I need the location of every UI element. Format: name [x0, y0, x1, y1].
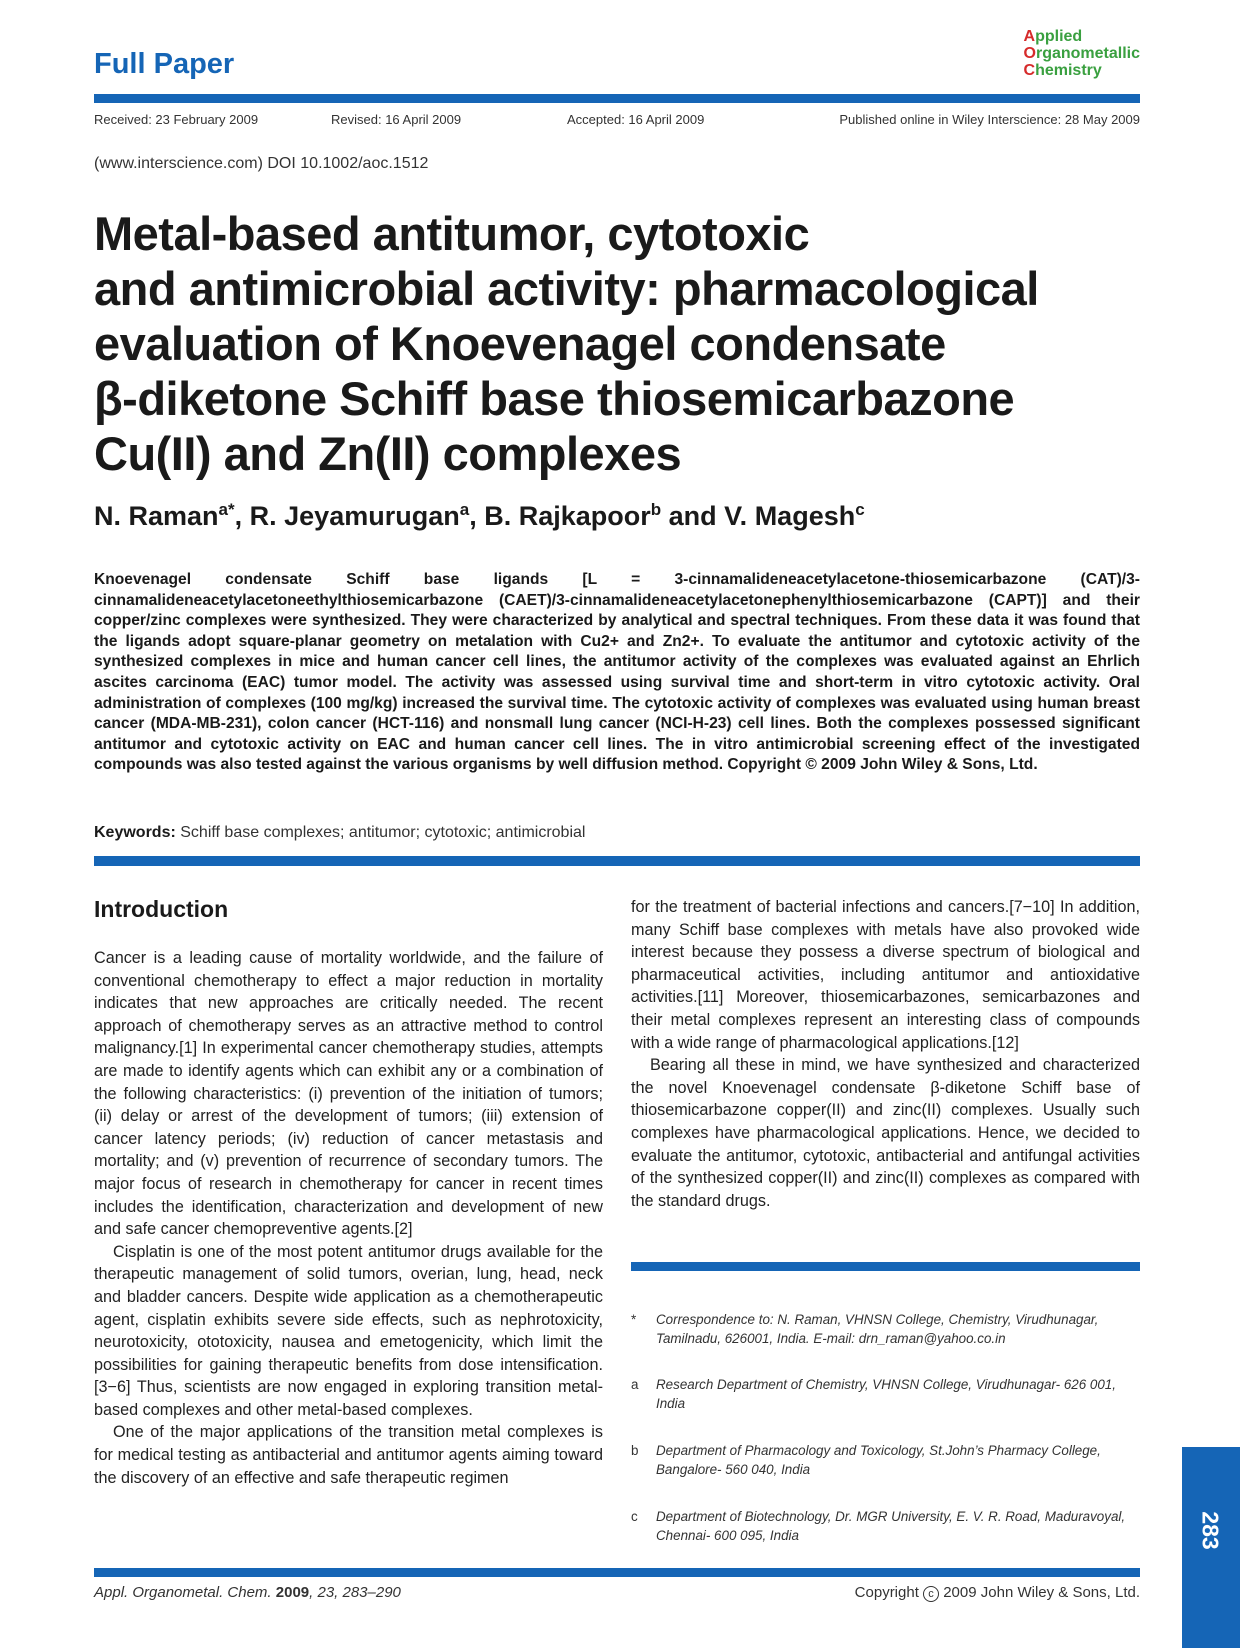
journal-logo-line-2: Organometallic	[1023, 45, 1140, 62]
doi-link[interactable]: (www.interscience.com) DOI 10.1002/aoc.1512	[94, 155, 429, 172]
author-name: V. Magesh	[724, 501, 856, 531]
keywords	[94, 824, 585, 842]
footnote-affiliation-b	[631, 1441, 1140, 1479]
section-label: Full Paper	[94, 48, 235, 80]
author-affiliation-mark: b	[650, 500, 662, 519]
footnote-rule	[631, 1262, 1140, 1271]
footer-rule	[94, 1568, 1140, 1577]
page-number: 283	[1197, 1511, 1224, 1550]
author-list: N. Raman$^{a*}$, R. Jeyamurugan$^a$, B. Rajkapoor$^b$ and V. Magesh$^c$	[94, 500, 865, 531]
title-line: and antimicrobial activity: pharmacological	[94, 262, 1039, 315]
body-paragraph: Cisplatin is one of the most potent antitumor drugs available for the therapeutic management of solid tumors, overian, lung, head, neck and bladder cancers. Despite wide application as a chemotherapeutic agent, cisplatin exhibits severe side effects, such as nephrotoxicity, neurotoxicity, ototoxicity, nausea and emetogenicity, which limit the possibilities for gaining therapeutic benefits from dose intensification.[3−6] Thus, scientists are now engaged in exploring transition metal-based complexes and other metal-based complexes.	[94, 1242, 603, 1419]
journal-logo-line-3: Chemistry	[1023, 62, 1102, 79]
footnote-mark: a	[631, 1377, 639, 1392]
body-paragraph: for the treatment of bacterial infections and cancers.[7−10] In addition, many Schiff base complexes with metals have also provoked wide interest because they possess a diverse spectrum of biological and pharmaceutical activities, including antitumor and antioxidative activities.[11] Moreover, thiosemicarbazones, semicarbazones and their metal complexes represent an interesting class of compounds with a wide range of pharmacological applications.[12]	[631, 898, 1140, 1052]
received-date: Received: 23 February 2009	[94, 112, 259, 127]
published-date: Published online in Wiley Interscience: 28 May 2009	[839, 112, 1140, 127]
author-affiliation-mark: a	[459, 500, 470, 519]
author-name: R. Jeyamurugan	[249, 501, 460, 531]
page-number-tab	[1182, 1447, 1240, 1648]
keywords-list: Schiff base complexes; antitumor; cytotoxic; antimicrobial	[180, 824, 586, 841]
author-name: B. Rajkapoor	[484, 501, 651, 531]
copyright-notice: Copyright c 2009 John Wiley & Sons, Ltd.	[854, 1584, 1140, 1601]
journal-citation: Appl. Organometal. Chem. 2009, 23, 283–290	[94, 1584, 401, 1601]
abstract: Knoevenagel condensate Schiff base ligands [L = 3-cinnamalideneacetylacetone-thiosemicarbazone (CAT)/3-cinnamalideneacetylacetoneethylthiosemicarbazone (CAET)/3-cinnamalideneacetylacetonephenylthiosemicarbazone (CAPT)] and their copper/zinc complexes were synthesized. They were characterized by analytical and spectral techniques. From these data it was found that the ligands adopt square-planar geometry on metalation with Cu2+ and Zn2+. To evaluate the antitumor and cytotoxic activity of the synthesized complexes in mice and human cancer cell lines, the antitumor activity of the complexes was evaluated against an Ehrlich ascites carcinoma (EAC) tumor model. The activity was assessed using survival time and short-term in vitro cytotoxic activity. Oral administration of complexes (100 mg/kg) increased the survival time. The cytotoxic activity of complexes was evaluated using human breast cancer (MDA-MB-231), colon cancer (HCT-116) and nonsmall lung cancer (NCI-H-23) cell lines. Both the complexes possessed significant antitumor and cytotoxic activity on EAC and human cancer cell lines. The in vitro antimicrobial screening effect of the investigated compounds was also tested against the various organisms by well diffusion method. Copyright © 2009 John Wiley & Sons, Ltd.	[94, 571, 1140, 774]
footnote-text: Research Department of Chemistry, VHNSN College, Virudhunagar- 626 001, India	[656, 1377, 1116, 1411]
footnote-mark: *	[631, 1312, 637, 1327]
title-line: Cu(II) and Zn(II) complexes	[94, 427, 682, 480]
title-line: Metal-based antitumor, cytotoxic	[94, 207, 810, 260]
author-affiliation-mark: c	[855, 500, 865, 519]
footnote-text: Correspondence to: N. Raman, VHNSN College, Chemistry, Virudhunagar, Tamilnadu, 626001, India. E-mail: drn_raman@yahoo.co.in	[656, 1312, 1099, 1346]
header-rule	[94, 94, 1140, 103]
right-column	[631, 896, 1140, 1212]
journal-logo	[1024, 28, 1140, 79]
title-line: β-diketone Schiff base thiosemicarbazone	[94, 372, 1015, 425]
left-column	[94, 947, 603, 1489]
journal-logo-line-1: Applied	[1023, 28, 1083, 45]
body-paragraph: Bearing all these in mind, we have synthesized and characterized the novel Knoevenagel condensate β-diketone Schiff base of thiosemicarbazone copper(II) and zinc(II) complexes. Usually such complexes have pharmacological applications. Hence, we decided to evaluate the antitumor, cytotoxic, antibacterial and antifungal activities of the synthesized copper(II) and zinc(II) complexes as compared with the standard drugs.	[631, 1056, 1140, 1210]
footnote-text: Department of Pharmacology and Toxicology, St.John’s Pharmacy College, Bangalore- 560 040, India	[656, 1443, 1101, 1477]
body-paragraph: Cancer is a leading cause of mortality worldwide, and the failure of conventional chemotherapy to effect a major reduction in mortality indicates that new approaches are critically needed. The recent approach of chemotherapy serves as an attractive method to control malignancy.[1] In experimental cancer chemotherapy studies, attempts are made to identify agents which can exhibit any or a combination of the following characteristics: (i) prevention of the initiation of tumors; (ii) delay or arrest of the development of tumors; (iii) extension of cancer latency periods; (iv) reduction of cancer metastasis and mortality; and (v) prevention of recurrence of secondary tumors. The major focus of research in chemotherapy for cancer in recent times includes the identification, characterization and development of new and safe cancer chemopreventive agents.[2]	[94, 949, 603, 1239]
article-title	[94, 206, 1140, 481]
body-paragraph: One of the major applications of the transition metal complexes is for medical testing as antibacterial and antitumor agents aiming toward the discovery of an effective and safe therapeutic regimen	[94, 1423, 603, 1487]
footnote-mark: b	[631, 1443, 639, 1458]
author-affiliation-mark: a*	[218, 500, 235, 519]
keywords-label: Keywords:	[94, 824, 176, 841]
footnote-correspondence	[631, 1310, 1140, 1348]
footnote-mark: c	[631, 1509, 638, 1524]
title-line: evaluation of Knoevenagel condensate	[94, 317, 946, 370]
copyright-icon: c	[923, 1586, 939, 1602]
footnote-affiliation-c	[631, 1507, 1140, 1545]
author-name: N. Raman	[94, 501, 219, 531]
abstract-rule	[94, 856, 1140, 866]
footnote-affiliation-a	[631, 1375, 1140, 1413]
revised-date: Revised: 16 April 2009	[331, 112, 462, 127]
introduction-heading: Introduction	[94, 896, 229, 922]
accepted-date: Accepted: 16 April 2009	[567, 112, 705, 127]
footnote-text: Department of Biotechnology, Dr. MGR University, E. V. R. Road, Maduravoyal, Chennai- 600 095, India	[656, 1509, 1126, 1543]
